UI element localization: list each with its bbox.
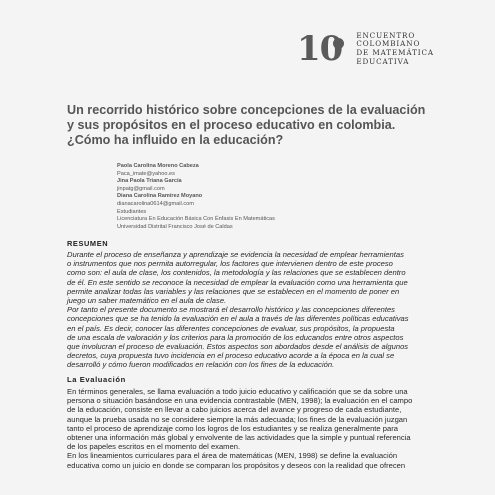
author-line: dianacarolina0614@gmail.com — [117, 200, 194, 207]
text-line: juego un saber matemático en el aula de clase. — [67, 296, 227, 306]
text-line: en el país. Es decir, conocer las diferentes concepciones de evaluar, sus propósitos, la propuesta — [67, 323, 395, 333]
resumen-text — [67, 250, 442, 370]
logo-text — [356, 32, 434, 66]
title-line: ¿Cómo ha influido en la educación? — [67, 133, 284, 147]
text-line: de una escala de valoración y los criterios para la promoción de los educandos entre otros aspectos — [67, 332, 404, 342]
paper-title — [67, 103, 467, 148]
author-block — [117, 163, 275, 231]
author-line: Jina Paola Triana García — [117, 178, 182, 185]
logo-line: ENCUENTRO — [356, 30, 416, 40]
author-line: Estudiantes — [117, 208, 147, 215]
text-line: de los papeles escritos en el momento del examen. — [67, 442, 241, 452]
text-line: obtener una información más global y envolvente de las actividades que la simple y puntual referencia — [67, 433, 411, 443]
text-line: decretos, cuya propuesta tuvo incidencia en el proceso educativo acorde a la época en la cual se — [67, 351, 395, 361]
title-line: Un recorrido histórico sobre concepciones de la evaluación — [67, 103, 426, 117]
event-logo — [297, 31, 447, 67]
author-line: Paola Carolina Moreno Cabeza — [117, 163, 199, 169]
text-line: permite analizar todas las variables y las relaciones que se establecen en el momento de poner en — [67, 286, 400, 296]
evaluacion-text — [67, 387, 442, 470]
author-line: jinpatg@gmail.com — [117, 185, 165, 192]
text-line: o instrumentos que nos permita autorregular, los factores que intervienen dentro de este proceso — [67, 259, 393, 269]
resumen-heading: RESUMEN — [67, 239, 109, 248]
logo-number: 10 — [297, 29, 343, 69]
author-line: Licenciatura En Educación Básica Con Énfasis En Matemáticas — [117, 216, 275, 223]
text-line: persona o situación basándose en una evidencia contrastable (MEN, 1998); la evaluación en el campo — [67, 396, 413, 406]
text-line: de la educación, consiste en llevar a cabo juicios acerca del avance y progreso de cada estudiante, — [67, 405, 402, 415]
degree-ring-icon — [333, 38, 344, 49]
author-line: Diana Carolina Ramírez Moyano — [117, 193, 203, 200]
author-line: Paca_imate@yahoo.es — [117, 170, 175, 177]
text-line: que involucran el proceso de evaluación. Estos aspectos son abordados desde el análisis de algunos — [67, 342, 409, 352]
title-line: y sus propósitos en el proceso educativo en colombia. — [67, 118, 396, 132]
text-line: desarrolló y cómo fueron modificados en relación con los fines de la educación. — [67, 360, 335, 370]
logo-line: DE MATEMÁTICA — [356, 48, 434, 57]
text-line: En los lineamientos curriculares para el área de matemáticas (MEN, 1998) se define la evaluación — [67, 451, 398, 461]
text-line: concepciones que se ha tenido la evaluación en el aula a través de las diferentes políticas educativas — [67, 314, 409, 324]
text-line: aunque la prueba usada no se considere siempre la más adecuada; los fines de la evaluación juzgan — [67, 414, 408, 424]
text-line: tanto el proceso de aprendizaje como los logros de los estudiantes y se realiza generalmente para — [67, 423, 398, 433]
text-line: educativa como un juicio en donde se comparan los propósitos y deseos con la realidad que ofrecen — [67, 460, 406, 470]
evaluacion-heading: La Evaluación — [67, 375, 126, 384]
text-line: Por tanto el presente documento se mostrará el desarrollo histórico y las concepciones diferentes — [67, 305, 395, 315]
logo-line: EDUCATIVA — [356, 56, 410, 66]
logo-line: COLOMBIANO — [356, 39, 421, 49]
text-line: Durante el proceso de enseñanza y aprendizaje se evidencia la necesidad de emplear herramientas — [67, 250, 404, 259]
text-line: de él. En este sentido se reconoce la necesidad de emplear la evaluación como una herramienta que — [67, 277, 408, 287]
text-line: En términos generales, se llama evaluación a todo juicio educativo y calificación que se da sobre una — [67, 387, 408, 396]
text-line: como son: el aula de clase, los contenidos, la metodología y las relaciones que se establecen dentro — [67, 268, 406, 278]
author-line: Universidad Distrital Francisco José de Caldas — [117, 223, 233, 230]
